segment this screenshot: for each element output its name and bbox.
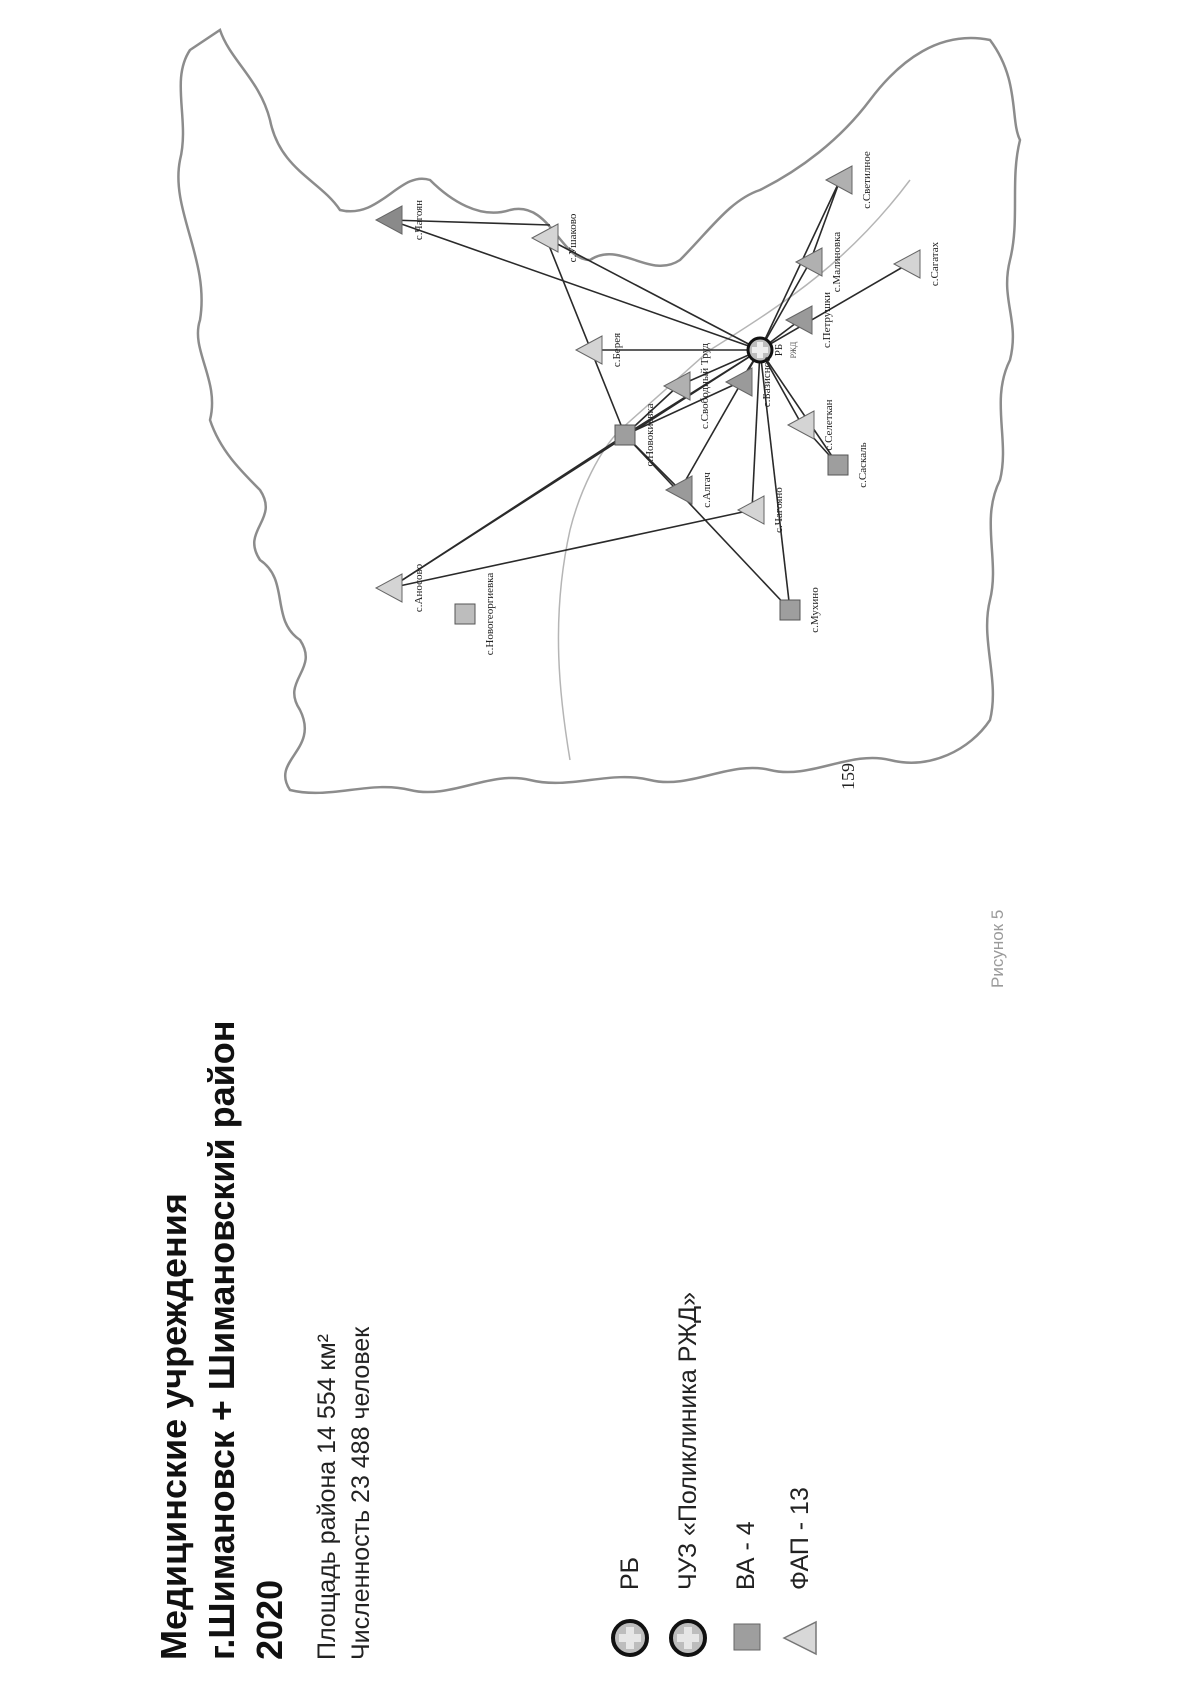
- square-icon: [726, 1616, 766, 1660]
- place-label: с.Ушаково: [567, 213, 579, 263]
- fap-marker: [532, 224, 558, 252]
- fap-marker: [576, 336, 602, 364]
- fap-marker: [726, 368, 752, 396]
- slide-title: [150, 760, 294, 1660]
- place-label: с.Чагояно: [773, 487, 785, 533]
- place-label: с.Новогеоргиевка: [484, 572, 496, 656]
- place-label: с.Базисное: [761, 356, 773, 408]
- place-label: с.Алгач: [701, 472, 713, 508]
- fap-marker: [738, 496, 764, 524]
- fap-marker: [796, 248, 822, 276]
- place-label: с.Петрушки: [821, 292, 833, 348]
- map-canvas: [150, 20, 1030, 820]
- fap-marker: [376, 574, 402, 602]
- place-label: с.Малиновка: [831, 231, 843, 293]
- district-border: [178, 30, 1020, 793]
- fap-marker: [894, 250, 920, 278]
- title-line: Медицинские учреждения: [153, 1193, 194, 1660]
- fap-marker: [826, 166, 852, 194]
- fap-marker: [376, 206, 402, 234]
- rb-label: РБ: [773, 343, 785, 357]
- triangle-icon: [780, 1616, 820, 1660]
- page-number: 159: [838, 763, 858, 790]
- area-text: Площадь района 14 554 км²: [313, 1334, 341, 1660]
- place-label: с.Свободный Труд: [699, 343, 711, 429]
- place-label: с.Светилное: [861, 151, 873, 209]
- legend-item-fap: [780, 1487, 820, 1660]
- fap-marker: [788, 411, 814, 439]
- place-label: с.Селеткан: [823, 399, 835, 451]
- cross-circle-icon: [668, 1616, 708, 1660]
- place-label: с.Чагоян: [413, 199, 425, 241]
- cross-circle-icon: [610, 1616, 650, 1660]
- legend-label: ВА - 4: [731, 1521, 760, 1590]
- district-map: [150, 20, 1030, 820]
- title-line: 2020: [249, 1579, 290, 1660]
- place-label: с.Берея: [611, 332, 623, 368]
- fap-marker: [786, 306, 812, 334]
- legend-item-rb: [610, 1557, 650, 1660]
- va-marker: [828, 455, 848, 475]
- slide: [150, 20, 1030, 1660]
- place-label: с.Новокиевка: [644, 403, 656, 467]
- legend-item-rzd: [668, 1292, 708, 1660]
- legend-label: ФАП - 13: [785, 1487, 814, 1590]
- place-label: с.Сагатах: [929, 241, 941, 287]
- va-marker: [455, 604, 475, 624]
- place-label: с.Мухино: [809, 587, 821, 633]
- place-label: с.Аносово: [413, 563, 425, 613]
- title-line: г.Шимановск + Шимановский район: [201, 1020, 242, 1660]
- district-stats: [310, 1327, 378, 1660]
- legend-label: РБ: [615, 1556, 644, 1590]
- va-marker: [780, 600, 800, 620]
- figure-caption: Рисунок 5: [988, 909, 1007, 988]
- legend-item-va: [726, 1521, 766, 1660]
- population-text: Численность 23 488 человек: [347, 1326, 375, 1660]
- legend-label: ЧУЗ «Поликлиника РЖД»: [673, 1291, 702, 1590]
- va-marker: [615, 425, 635, 445]
- place-label: с.Саскаль: [857, 442, 869, 488]
- rzd-label: РЖД: [789, 341, 798, 359]
